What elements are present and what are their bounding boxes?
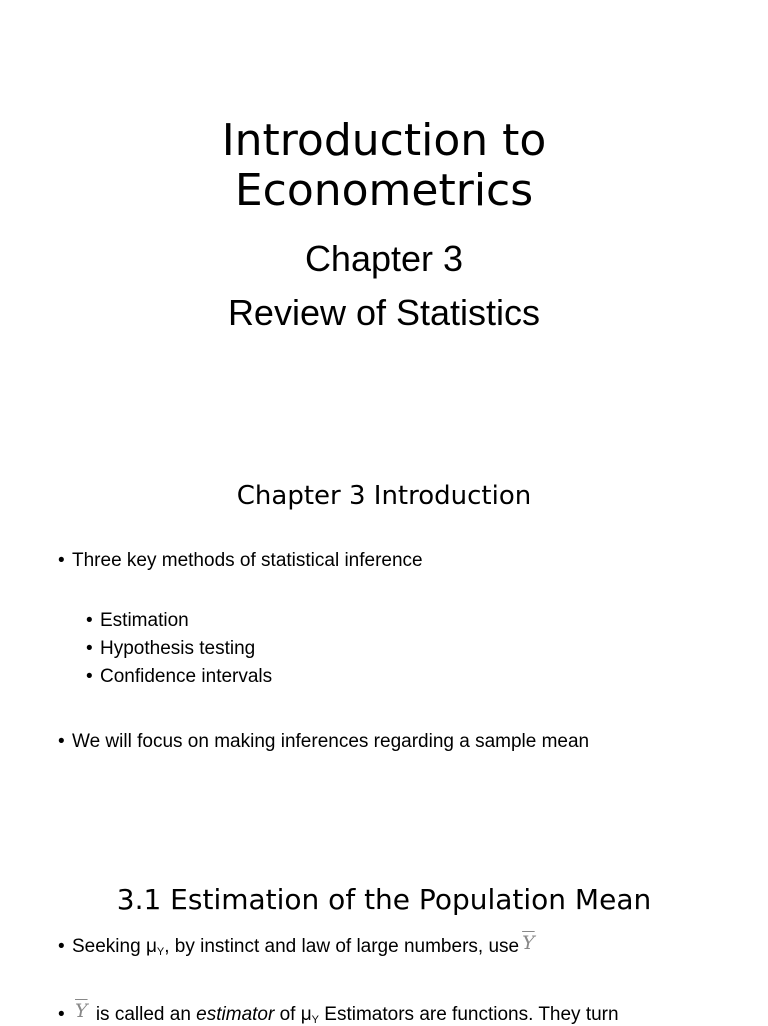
slide-heading: Chapter 3 Introduction bbox=[236, 481, 532, 511]
subtitle-line-1: Chapter 3 bbox=[304, 238, 464, 279]
bullet-item bbox=[58, 731, 589, 753]
bullet-dot: • bbox=[58, 550, 65, 571]
bullet-text: Estimation bbox=[100, 610, 189, 631]
title-line-2: Econometrics bbox=[234, 165, 534, 216]
bullet-text: Confidence intervals bbox=[100, 666, 273, 687]
mu-subscript: Y bbox=[156, 946, 165, 958]
bullet-text-mid: is called an bbox=[90, 1004, 197, 1025]
slide-heading: 3.1 Estimation of the Population Mean bbox=[116, 883, 652, 916]
bullet-dot: • bbox=[86, 638, 93, 659]
title-line-1: Introduction to bbox=[221, 115, 547, 166]
bullet-item bbox=[58, 550, 423, 572]
bullet-dot: • bbox=[86, 610, 93, 631]
y-bar-symbol: $\overline{Y}$ bbox=[75, 1000, 88, 1022]
bullet-text: Three key methods of statistical inference bbox=[72, 550, 423, 571]
y-bar-symbol: $\overline{Y}$ bbox=[522, 932, 535, 954]
subtitle bbox=[0, 232, 768, 340]
bullet-dot: • bbox=[86, 666, 93, 687]
main-title bbox=[0, 112, 768, 216]
bullet-text-post: Estimators are functions. They turn bbox=[319, 1004, 619, 1025]
bullet-dot: • bbox=[58, 1004, 65, 1025]
sub-bullet-item bbox=[86, 610, 189, 632]
subtitle-line-2: Review of Statistics bbox=[227, 292, 541, 333]
bullet-text-post: , by instinct and law of large numbers, use bbox=[164, 936, 520, 957]
bullet-text-pre: Seeking μ bbox=[72, 936, 157, 957]
bullet-text: Hypothesis testing bbox=[100, 638, 256, 659]
bullet-text-of: of μ bbox=[274, 1004, 312, 1025]
title-slide bbox=[0, 112, 768, 412]
bullet-dot: • bbox=[58, 936, 65, 957]
sub-bullet-item bbox=[86, 638, 255, 660]
bullet-item bbox=[58, 932, 538, 958]
bullet-dot: • bbox=[58, 731, 65, 752]
intro-slide bbox=[0, 478, 768, 778]
sub-bullet-item bbox=[86, 666, 272, 688]
bullet-item bbox=[58, 1000, 619, 1026]
bullet-text-emphasis: estimator bbox=[196, 1004, 275, 1025]
estimation-slide bbox=[0, 880, 768, 1024]
bullet-text: We will focus on making inferences regarding a sample mean bbox=[72, 731, 590, 752]
mu-subscript: Y bbox=[311, 1014, 320, 1026]
